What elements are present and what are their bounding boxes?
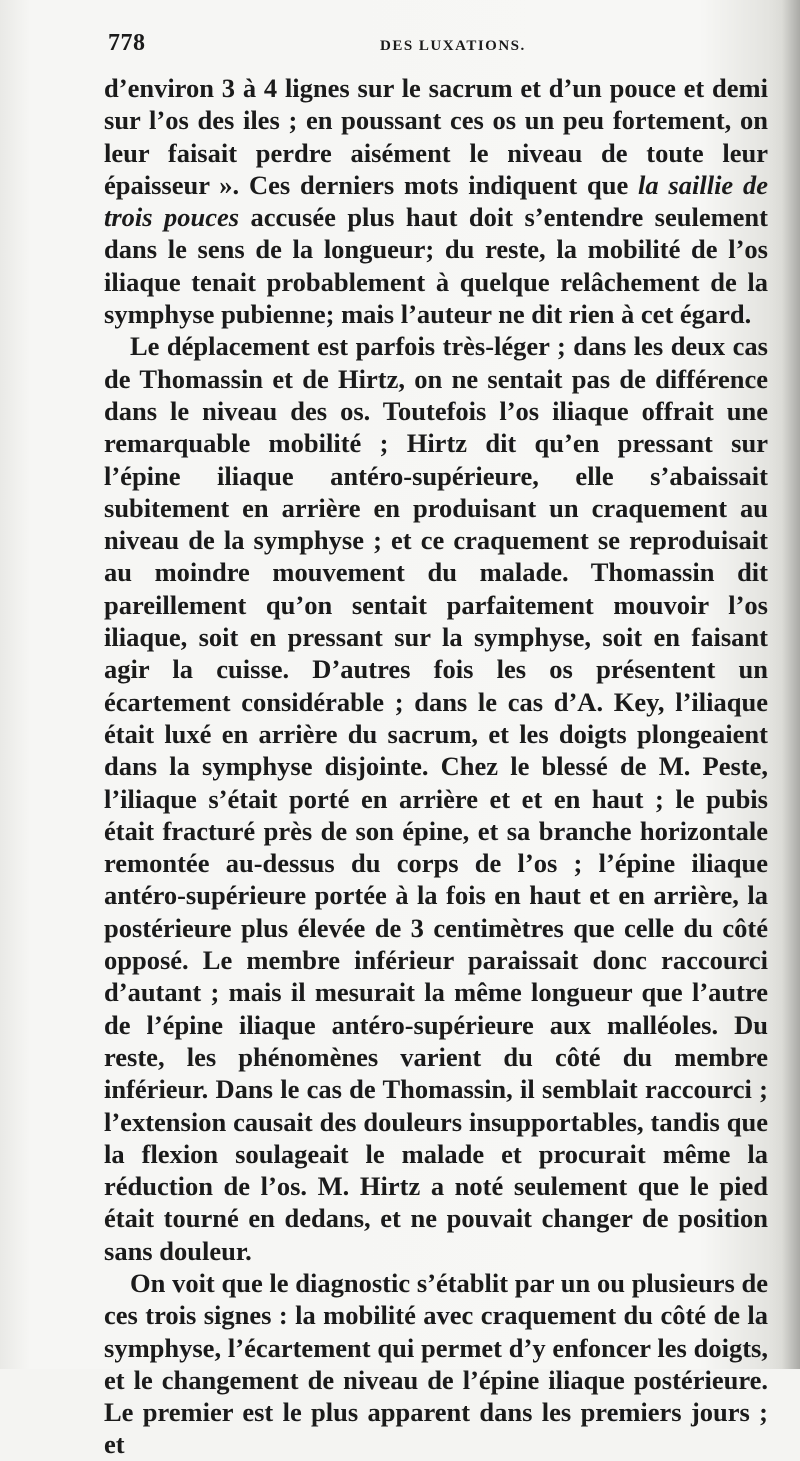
page-body [104,72,768,1461]
paragraph: Le déplacement est parfois très-léger ; dans les deux cas de Thomassin et de Hirtz, on ne sentait pas de différence dans le niveau des os. Toutefois l’os iliaque offrait une remarquable mobilité ; Hirtz dit qu’en pressant sur l’épine iliaque antéro-supérieure, elle s’abaissait subitement en arrière en produisant un craquement au niveau de la symphyse ; et ce craquement se reproduisait au moindre mouvement du malade. Thomassin dit pareillement qu’on sentait parfaitement mouvoir l’os iliaque, soit en pressant sur la symphyse, soit en faisant agir la cuisse. D’autres fois les os présentent un écartement considérable ; dans le cas d’A. Key, l’iliaque était luxé en arrière du sacrum, et les doigts plongeaient dans la symphyse disjointe. Chez le blessé de M. Peste, l’iliaque s’était porté en arrière et et en haut ; le pubis était fracturé près de son épine, et sa branche horizontale remontée au-dessus du corps de l’os ; l’épine iliaque antéro-supérieure portée à la fois en haut et en arrière, la postérieure plus élevée de 3 centimètres que celle du côté opposé. Le membre inférieur paraissait donc raccourci d’autant ; mais il mesurait la même longueur que l’autre de l’épine iliaque antéro-supérieure aux malléoles. Du reste, les phénomènes varient du côté du membre inférieur. Dans le cas de Thomassin, il semblait raccourci ; l’extension causait des douleurs insupportables, tandis que la flexion soulageait le malade et procurait même la réduction de l’os. M. Hirtz a noté seulement que le pied était tourné en dedans, et ne pouvait changer de position sans douleur. [104,331,768,1266]
page-number: 778 [108,30,146,56]
page-header [108,30,768,64]
paragraph: On voit que le diagnostic s’établit par un ou plusieurs de ces trois signes : la mobilité avec craquement du côté de la symphyse, l’écartement qui permet d’y enfoncer les doigts, et le changement de niveau de l’épine iliaque postérieure. Le premier est le plus apparent dans les premiers jours ; et [104,1267,768,1460]
text-run: d’environ 3 à 4 lignes sur le sacrum et d’un pouce et demi sur l’os des iles ; en poussant ces os un peu fortement, on leur faisait perdre aisément le niveau de toute leur épaisseur ». Ces derniers mots indiquent que [104,73,768,200]
paragraph-continuation [104,72,768,330]
italic-quote: la saillie de trois pouces [104,169,768,233]
running-title: DES LUXATIONS. [380,38,526,54]
page-edge-shadow [782,0,800,1369]
text-run: accusée plus haut doit s’entendre seulement dans le sens de la longueur; du reste, la mobilité de l’os iliaque tenait probablement à quelque relâchement de la symphyse pubienne; mais l’auteur ne dit rien à cet égard. [104,202,768,330]
